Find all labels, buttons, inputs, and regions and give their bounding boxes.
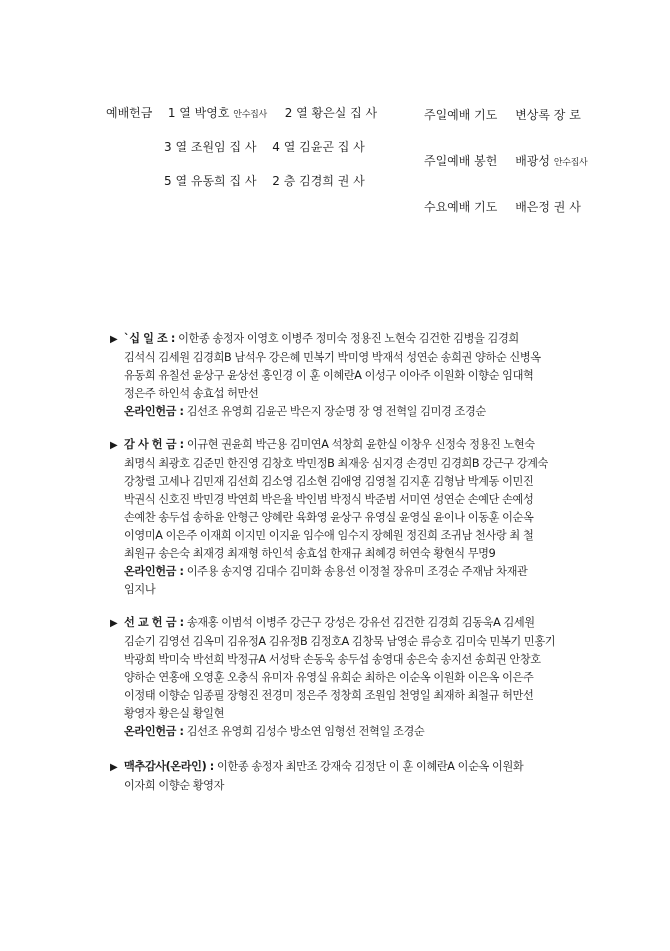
offering-duty-label: 예배헌금: [106, 106, 153, 120]
triangle-bullet-icon: ▶: [110, 440, 118, 451]
duty-person-title: 안수집사: [553, 158, 588, 168]
tithe-section: [110, 330, 580, 421]
duty-role: 주일예배 봉헌: [424, 154, 498, 168]
section-first-line: [110, 436, 580, 455]
duty-row-3-b: 2 층 김경희 권 사: [272, 174, 365, 188]
name-line: 정은주 하인석 송효섭 허만선: [124, 387, 259, 400]
duty-row-2-b: 4 열 김윤곤 집 사: [272, 140, 365, 154]
section-heading: 맥추감사(온라인) :: [124, 760, 214, 773]
online-heading: 온라인헌금 :: [124, 725, 184, 738]
triangle-bullet-icon: ▶: [110, 334, 118, 345]
triangle-bullet-icon: ▶: [110, 762, 118, 773]
online-line: [110, 403, 580, 421]
duty-role: 수요예배 기도: [424, 200, 498, 214]
duty-row-1-a-title: 안수집사: [233, 110, 267, 120]
name-line: 황영자 황은실 황일현: [124, 707, 224, 720]
section-first-line: [110, 758, 580, 777]
name-line: 이한종 송정자 최만조 강재숙 김정단 이 훈 이혜란A 이순옥 이원화: [217, 760, 524, 773]
triangle-bullet-icon: ▶: [110, 618, 118, 629]
online-line: [110, 563, 580, 581]
online-names: 김선조 유영희 김윤곤 박은지 장순명 장 영 전혁일 김미경 조경순: [186, 405, 486, 418]
duty-row-1-b: 2 열 황은실 집 사: [284, 106, 378, 120]
name-line: 박광희 박미숙 박선희 박정규A 서성탁 손동욱 송두섭 송영대 송은숙 송지선 송희권 안창호: [124, 653, 541, 666]
name-line: 양하순 연홍애 오영훈 오충식 유미자 유영실 유희순 최하은 이순옥 이원화 이은옥 이은주: [124, 671, 534, 684]
name-line: 김순기 김영선 김옥미 김유정A 김유정B 김정호A 김창묵 남영순 류승호 김미숙 민복기 민홍기: [124, 635, 556, 648]
duty-row-2-a: 3 열 조원임 집 사: [164, 140, 257, 154]
name-line: 이영미A 이은주 이재희 이지민 이지윤 임수애 임수지 장혜원 정진희 조귀남 천사랑 최 철: [124, 529, 534, 542]
wednesday-prayer-duty: [424, 198, 581, 215]
name-line: 최원규 송은숙 최재경 최재형 하인석 송효섭 한재규 최혜경 허연숙 황현식 무명9: [124, 547, 496, 560]
online-heading: 온라인헌금 :: [124, 405, 184, 418]
section-first-line: [110, 330, 580, 349]
duty-person: 변상록 장 로: [515, 108, 581, 122]
duty-person: 배광성: [515, 154, 550, 168]
name-line: 이한종 송정자 이영호 이병주 정미숙 정용진 노현숙 김건한 김병을 김경희: [178, 332, 519, 345]
sunday-prayer-duty: [424, 106, 581, 123]
name-line: 강창렬 고세나 김민재 김선희 김소영 김소현 김애영 김영철 김지훈 김형남 박계동 이민진: [124, 475, 534, 488]
thanksgiving-section: [110, 436, 580, 599]
harvest-thanksgiving-section: [110, 758, 580, 795]
online-line: [110, 723, 580, 741]
name-line: 최명식 최광호 김준민 한진영 김창호 박민정B 최재웅 심지경 손경민 김경희B 강근구 강계숙: [124, 457, 548, 470]
sunday-offering-duty: [424, 152, 587, 169]
offering-duty-row-1: [106, 106, 377, 123]
mission-section: [110, 614, 580, 741]
section-heading: 선 교 헌 금 :: [124, 616, 184, 629]
offering-duty-row-2: [164, 140, 365, 155]
duty-row-3-a: 5 열 유동희 집 사: [164, 174, 257, 188]
section-first-line: [110, 614, 580, 633]
duty-row-1-a: 1 열 박영호: [167, 106, 230, 120]
name-line: 이정태 이향순 임종필 장형진 전경미 정은주 정창희 조원임 천영일 최재하 최철규 허만선: [124, 689, 534, 702]
online-names: 김선조 유영희 김성수 방소연 임형선 전혁일 조경순: [186, 725, 425, 738]
offering-duty-row-3: [164, 174, 365, 189]
name-line: 이규현 권윤희 박근용 김미연A 석창희 윤한실 이창우 신정숙 정용진 노현숙: [186, 438, 535, 451]
duty-role: 주일예배 기도: [424, 108, 498, 122]
online-names: 이주용 송지영 김대수 김미화 송용선 이정철 장유미 조경순 주재남 차재관: [186, 565, 528, 578]
section-heading: 감 사 헌 금 :: [124, 438, 184, 451]
name-line: 박권식 신호진 박민경 박연희 박은율 박인범 박정식 박준범 서미연 성연순 손예단 손예성: [124, 493, 534, 506]
name-line: 손예찬 송두섭 송하윤 안형근 양혜란 육화영 윤상구 유영실 윤영실 윤이나 이동훈 이순옥: [124, 511, 534, 524]
name-line: 이자희 이향순 황영자: [124, 779, 224, 792]
name-line: 김석식 김세원 김경희B 남석우 강은혜 민복기 박미영 박재석 성연순 송희권 양하순 신병옥: [124, 351, 541, 364]
online-names-cont: 임지나: [124, 583, 156, 596]
section-heading: `십 일 조 :: [124, 332, 175, 345]
name-line: 송재홍 이범석 이병주 강근구 강성은 강유선 김건한 김경희 김동욱A 김세원: [186, 616, 535, 629]
name-line: 유동희 유칠선 윤상구 윤상선 홍인경 이 훈 이혜란A 이성구 이아주 이원화 이향순 임대혁: [124, 369, 534, 382]
online-heading: 온라인헌금 :: [124, 565, 184, 578]
duty-person: 배은정 권 사: [515, 200, 581, 214]
